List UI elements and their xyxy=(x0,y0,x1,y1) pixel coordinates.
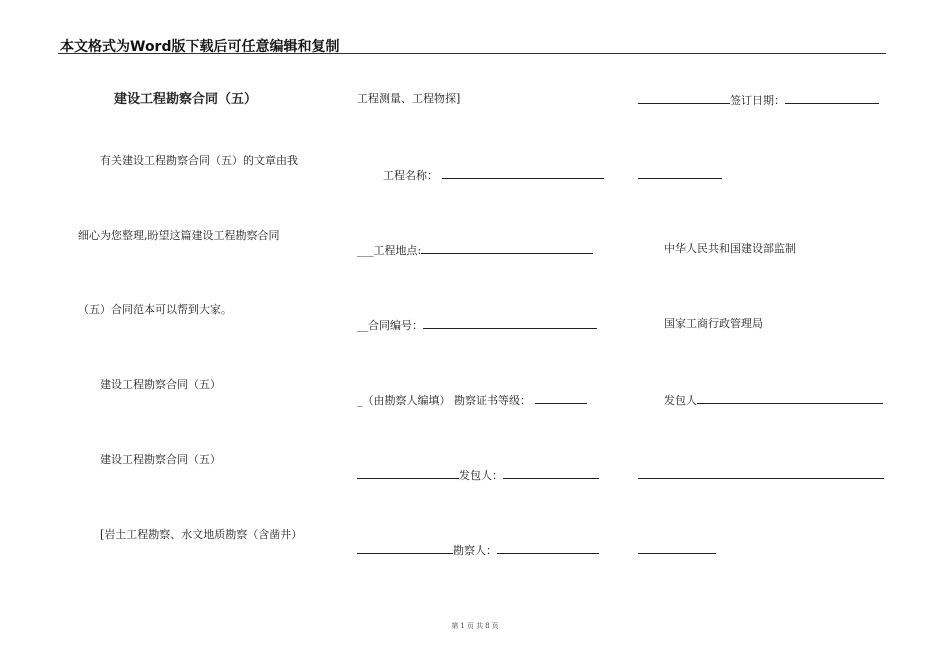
project-name-row xyxy=(383,167,604,183)
certificate-grade-row xyxy=(357,392,587,408)
sign-date-row xyxy=(638,92,879,108)
employer-label-col3: 发包人 xyxy=(664,394,697,407)
page-footer xyxy=(0,621,950,631)
employer-blank-col2 xyxy=(503,467,599,479)
project-name-label: 工程名称： xyxy=(383,169,438,182)
footer-middle: 页 共 xyxy=(466,622,484,630)
footer-total-pages: 8 xyxy=(485,622,490,630)
certificate-grade-blank xyxy=(535,392,587,404)
scope-line: [岩土工程勘察、水文地质勘察（含凿井） xyxy=(100,528,303,541)
sign-date-leading-blank xyxy=(638,92,730,104)
employer-label-col2: 发包人： xyxy=(459,469,503,482)
blank-line-row-3 xyxy=(638,542,716,558)
footer-suffix: 页 xyxy=(491,622,499,630)
contract-number-label: 合同编号： xyxy=(368,319,423,332)
certificate-grade-label: _（由勘察人编填） 勘察证书等级： xyxy=(357,394,531,407)
scope-continuation: 工程测量、工程物探] xyxy=(357,92,461,105)
project-name-blank xyxy=(442,167,604,179)
employer-row-col2 xyxy=(357,467,599,483)
employer-blank-col3 xyxy=(697,392,883,404)
sign-date-label: 签订日期： xyxy=(730,94,785,107)
section-heading-1: 建设工程勘察合同（五） xyxy=(100,378,221,391)
header-divider xyxy=(58,53,886,54)
section-heading-2: 建设工程勘察合同（五） xyxy=(100,453,221,466)
surveyor-leading-blank xyxy=(357,542,453,554)
contract-number-prefix: __ xyxy=(357,319,368,332)
blank-line-3 xyxy=(638,542,716,554)
footer-prefix: 第 xyxy=(451,622,459,630)
footer-page-number: 1 xyxy=(460,622,465,630)
employer-leading-blank xyxy=(357,467,459,479)
intro-line-2: 细心为您整理,盼望这篇建设工程勘察合同 xyxy=(78,229,280,242)
intro-line-1: 有关建设工程勘察合同（五）的文章由我 xyxy=(100,154,298,167)
contract-title: 建设工程勘察合同（五） xyxy=(114,92,258,107)
contract-number-row xyxy=(357,317,597,333)
intro-line-3: （五）合同范本可以帮到大家。 xyxy=(78,303,232,316)
blank-line-row-1 xyxy=(638,167,722,183)
supervisor-text: 中华人民共和国建设部监制 xyxy=(664,242,796,255)
project-site-blank xyxy=(421,242,593,254)
surveyor-blank xyxy=(497,542,599,554)
blank-line-2 xyxy=(638,467,884,479)
document-header: 本文格式为Word版下载后可任意编辑和复制 xyxy=(60,39,340,55)
contract-number-blank xyxy=(423,317,597,329)
sign-date-blank xyxy=(785,92,879,104)
blank-line-1 xyxy=(638,167,722,179)
blank-line-row-2 xyxy=(638,467,884,483)
project-site-prefix: ___ xyxy=(357,244,374,257)
surveyor-row xyxy=(357,542,599,558)
admin-bureau-text: 国家工商行政管理局 xyxy=(664,317,763,330)
project-site-label: 工程地点: xyxy=(373,244,422,257)
surveyor-label: 勘察人： xyxy=(453,544,497,557)
employer-row-col3 xyxy=(664,392,883,408)
project-site-row xyxy=(357,242,593,258)
